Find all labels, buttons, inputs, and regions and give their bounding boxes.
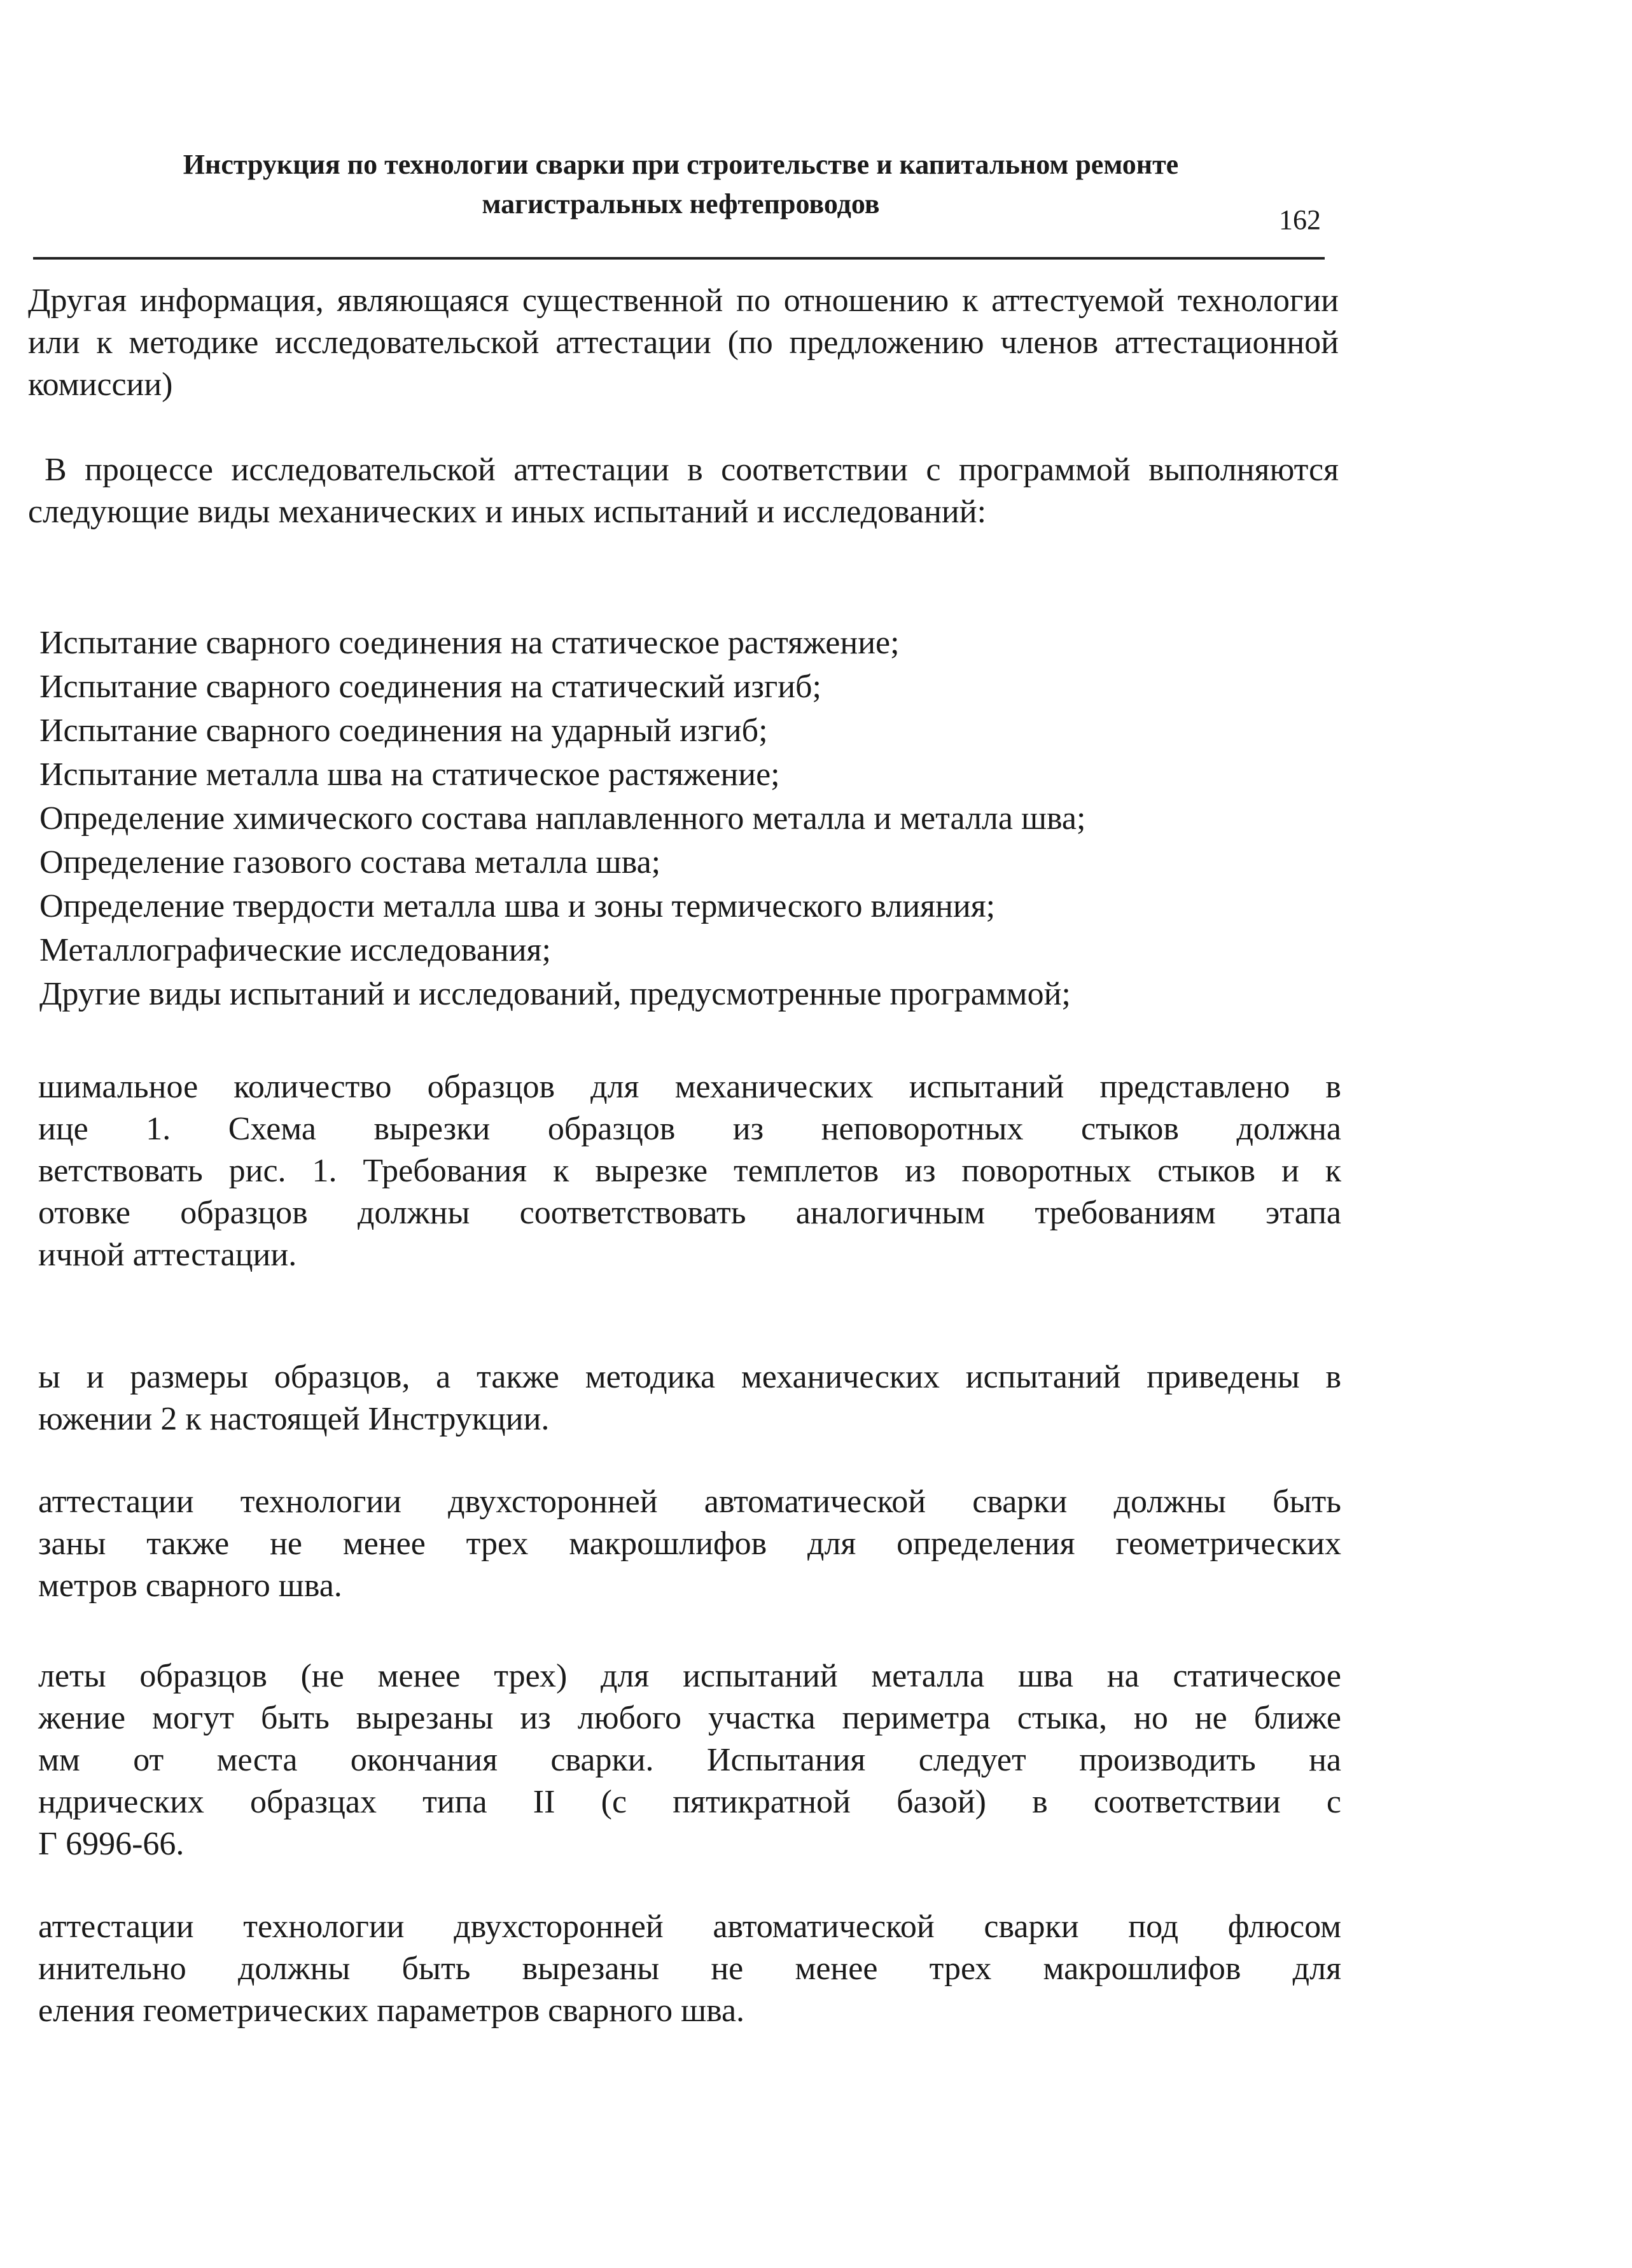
- text-line: инительно должны быть вырезаны не менее трех макрошлифов для: [38, 1951, 1341, 1987]
- header-divider: [33, 257, 1325, 260]
- header-title-line1: Инструкция по технологии сварки при строительстве и капитальном ремонте: [183, 149, 1179, 180]
- list-item: Испытание сварного соединения на ударный изгиб;: [39, 713, 768, 749]
- text-line: жение могут быть вырезаны из любого участка периметра стыка, но не ближе: [38, 1700, 1341, 1736]
- paragraph-other-information: Другая информация, являющаяся существенной по отношению к аттестуемой технологии или к методике исследовательской аттестации (по предложению членов аттестационной комиссии): [28, 282, 1339, 403]
- list-item: Определение газового состава металла шва;: [39, 844, 661, 880]
- text-line: еления геометрических параметров сварного шва.: [38, 1993, 745, 2029]
- text-line: аттестации технологии двухсторонней автоматической сварки должны быть: [38, 1484, 1341, 1520]
- text-line: ветствовать рис. 1. Требования к вырезке темплетов из поворотных стыков и к: [38, 1153, 1341, 1189]
- text-line: отовке образцов должны соответствовать аналогичным требованиям этапа: [38, 1195, 1341, 1231]
- paragraph-flux-welding: [38, 1906, 1341, 2032]
- text-line: заны также не менее трех макрошлифов для определения геометрических: [38, 1526, 1341, 1562]
- list-item: Другие виды испытаний и исследований, предусмотренные программой;: [39, 976, 1071, 1012]
- text-line: ндрических образцах типа II (с пятикратной базой) в соответствии с: [38, 1784, 1341, 1820]
- text-line: леты образцов (не менее трех) для испытаний металла шва на статическое: [38, 1658, 1341, 1694]
- list-item: Определение химического состава наплавленного металла и металла шва;: [39, 800, 1086, 837]
- list-item: Металлографические исследования;: [39, 932, 551, 968]
- text-line: ице 1. Схема вырезки образцов из неповоротных стыков должна: [38, 1111, 1341, 1147]
- paragraph-research-intro: В процессе исследовательской аттестации в соответствии с программой выполняются следующие виды механических и иных испытаний и исследований:: [28, 452, 1339, 530]
- text-line: ичной аттестации.: [38, 1237, 297, 1273]
- paragraph-sample-sizes: [38, 1356, 1341, 1440]
- text-line: мм от места окончания сварки. Испытания следует производить на: [38, 1742, 1341, 1778]
- tests-list: [39, 621, 1337, 1016]
- text-line: шимальное количество образцов для механических испытаний представлено в: [38, 1069, 1341, 1105]
- list-item: Испытание сварного соединения на статический изгиб;: [39, 669, 821, 705]
- text-line: метров сварного шва.: [38, 1568, 342, 1604]
- text-line: ы и размеры образцов, а также методика механических испытаний приведены в: [38, 1359, 1341, 1395]
- paragraph-sample-count: [38, 1066, 1341, 1276]
- list-item: Испытание сварного соединения на статическое растяжение;: [39, 625, 900, 661]
- paragraph-macro-sections: [38, 1481, 1341, 1607]
- document-header: [76, 145, 1285, 224]
- paragraph-templates: [38, 1655, 1341, 1865]
- list-item: Определение твердости металла шва и зоны термического влияния;: [39, 888, 996, 924]
- text-line: Г 6996-66.: [38, 1826, 185, 1862]
- text-line: южении 2 к настоящей Инструкции.: [38, 1401, 550, 1437]
- header-title-line2: магистральных нефтепроводов: [482, 188, 880, 219]
- list-item: Испытание металла шва на статическое растяжение;: [39, 756, 780, 793]
- text-line: аттестации технологии двухсторонней автоматической сварки под флюсом: [38, 1909, 1341, 1945]
- page-number: 162: [1279, 204, 1321, 235]
